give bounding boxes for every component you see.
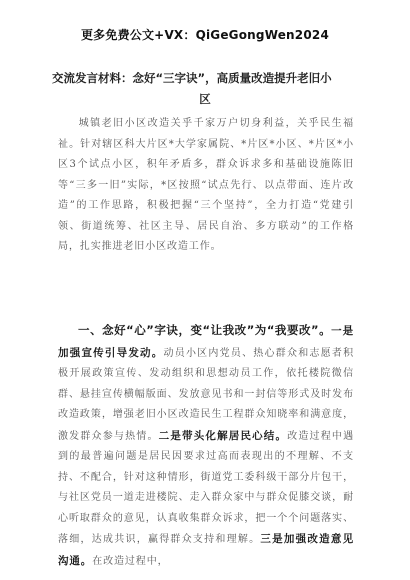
promo-header: 更多免费公文+VX：QiGeGongWen2024 [80, 28, 329, 42]
point-2-heading: 二是带头化解居民心结。 [158, 429, 288, 442]
point-1-heading: 一是加强宣传引导发动。 [58, 325, 354, 359]
document-title [52, 68, 358, 110]
point-3-text: 在改造过程中， [92, 555, 169, 567]
point-2-text: 改造过程中遇到的最普遍问题是居民因要求过高而表现出的不理解、不支持、不配合，针对这种情形，街道党工委科级干部分片包干，与社区党员一道走进楼院、走入群众家中与群众促膝交谈，耐心听取群众的意见，认真收集群众诉求，把一个个问题落实、落细，达成共识，赢得群众支持和理解。 [58, 430, 354, 545]
point-1-text: 动员小区内党员、热心群众和志愿者积极开展政策宣传、发动组织和思想动员工作，依托楼院微信群、悬挂宣传横幅版面、发放意见书和一封信等形式及时发布改造政策，增强老旧小区改造民生工程群众知晓率和满意度，激发群众参与热情。 [58, 347, 354, 442]
title-line-2: 区 [199, 92, 211, 106]
point-3-heading: 三是加强改造意见沟通。 [58, 533, 354, 567]
intro-text: 城镇老旧小区改造关乎千家万户切身利益，关乎民生福祉。针对辖区科大片区*大学家属院、*片区*小区、*片区*小区3个试点小区，积年矛盾多，群众诉求多和基础设施陈旧等“三多一旧”实际，*区按照“试点先行、以点带面、连片改造”的工作思路，积极把握“三个坚持”，全力打造“党建引领、街道统筹、社区主导、居民自治、多方联动”的工作格局，扎实推进老旧小区改造工作。 [58, 118, 354, 252]
intro-paragraph [58, 114, 354, 258]
section-1-paragraph [58, 320, 354, 572]
section-1-heading: 一、念好“心”字诀，变“让我改”为“我要改”。 [78, 323, 332, 337]
title-line-1: 交流发言材料：念好“三字诀”，高质量改造提升老旧小 [52, 71, 332, 85]
